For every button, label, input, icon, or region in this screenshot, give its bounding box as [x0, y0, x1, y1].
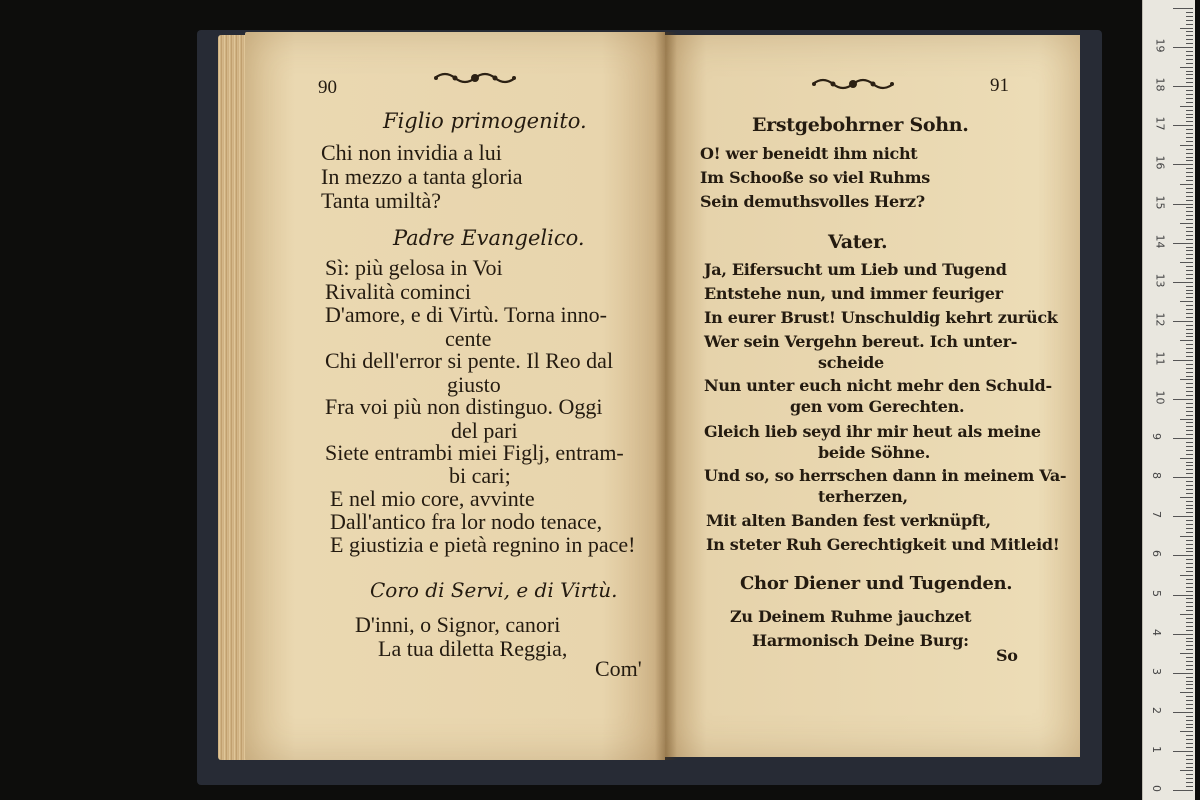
right-line: Ja, Eifersucht um Lieb und Tugend	[704, 260, 1007, 279]
ruler-tick	[1186, 176, 1193, 177]
ruler-tick	[1180, 145, 1193, 146]
ruler-label: 6	[1150, 550, 1163, 558]
ruler-tick	[1186, 763, 1193, 764]
ruler-tick	[1186, 415, 1193, 416]
ruler-tick	[1186, 661, 1193, 662]
ruler-tick	[1186, 51, 1193, 52]
left-line: Rivalità cominci	[325, 279, 472, 304]
ruler-tick	[1186, 489, 1193, 490]
ruler-tick	[1180, 262, 1193, 263]
ruler-tick	[1186, 688, 1193, 689]
ruler-tick	[1186, 129, 1193, 130]
ruler-tick	[1186, 454, 1193, 455]
ruler-tick	[1180, 340, 1193, 341]
ruler-tick	[1173, 595, 1193, 596]
ruler-tick	[1186, 446, 1193, 447]
right-heading-3: Chor Diener und Tugenden.	[740, 573, 1013, 594]
ruler-tick	[1186, 278, 1193, 279]
left-line: La tua diletta Reggia,	[378, 636, 568, 661]
measurement-ruler	[1142, 0, 1195, 800]
ruler-tick	[1180, 67, 1193, 68]
ruler-tick	[1186, 55, 1193, 56]
ruler-tick	[1186, 618, 1193, 619]
ruler-tick	[1173, 712, 1193, 713]
ruler-tick	[1186, 540, 1193, 541]
ruler-tick	[1186, 716, 1193, 717]
ruler-tick	[1186, 708, 1193, 709]
ruler-tick	[1186, 305, 1193, 306]
ruler-tick	[1186, 114, 1193, 115]
ruler-tick	[1186, 422, 1193, 423]
ruler-tick	[1173, 438, 1193, 439]
ruler-tick	[1186, 430, 1193, 431]
ruler-tick	[1186, 231, 1193, 232]
ruler-tick	[1186, 677, 1193, 678]
right-heading-2: Vater.	[828, 231, 888, 253]
ruler-tick	[1186, 258, 1193, 259]
ruler-tick	[1186, 548, 1193, 549]
ruler-tick	[1186, 704, 1193, 705]
left-line: del pari	[451, 418, 518, 443]
ruler-tick	[1186, 638, 1193, 639]
ruler-tick	[1186, 352, 1193, 353]
right-line: Entstehe nun, und immer feuriger	[704, 284, 1003, 303]
ruler-tick	[1173, 399, 1193, 400]
ruler-tick	[1186, 434, 1193, 435]
ruler-tick	[1186, 160, 1193, 161]
ruler-label: 8	[1150, 472, 1163, 480]
ruler-tick	[1186, 759, 1193, 760]
ruler-tick	[1186, 200, 1193, 201]
ruler-tick	[1186, 12, 1193, 13]
right-line: In steter Ruh Gerechtigkeit und Mitleid!	[706, 535, 1060, 554]
ruler-tick	[1186, 90, 1193, 91]
ruler-tick	[1186, 102, 1193, 103]
right-line: beide Söhne.	[818, 443, 931, 462]
left-line: Fra voi più non distinguo. Oggi	[325, 394, 603, 419]
ruler-tick	[1186, 157, 1193, 158]
right-line: gen vom Gerechten.	[790, 397, 965, 416]
ruler-tick	[1186, 630, 1193, 631]
right-catchword: So	[996, 646, 1018, 665]
ruler-tick	[1180, 458, 1193, 459]
ruler-tick	[1186, 71, 1193, 72]
ruler-tick	[1186, 462, 1193, 463]
left-line: E nel mio core, avvinte	[330, 486, 535, 511]
ruler-label: 19	[1153, 38, 1167, 53]
ruler-label: 3	[1150, 667, 1163, 675]
ruler-tick	[1180, 731, 1193, 732]
ruler-tick	[1186, 98, 1193, 99]
ruler-tick	[1173, 86, 1193, 87]
ruler-tick	[1186, 20, 1193, 21]
ruler-tick	[1186, 669, 1193, 670]
ruler-tick	[1186, 43, 1193, 44]
ruler-tick	[1186, 563, 1193, 564]
ruler-tick	[1173, 516, 1193, 517]
ruler-tick	[1186, 755, 1193, 756]
ruler-tick	[1186, 78, 1193, 79]
ruler-tick	[1186, 313, 1193, 314]
ruler-tick	[1173, 47, 1193, 48]
ruler-tick	[1186, 450, 1193, 451]
ruler-tick	[1186, 508, 1193, 509]
ruler-tick	[1180, 419, 1193, 420]
right-line: Nun unter euch nicht mehr den Schuld-	[704, 376, 1052, 395]
ruler-tick	[1186, 286, 1193, 287]
ruler-label: 14	[1153, 234, 1167, 249]
ruler-tick	[1186, 426, 1193, 427]
ruler-tick	[1186, 153, 1193, 154]
ruler-tick	[1186, 403, 1193, 404]
ruler-tick	[1186, 180, 1193, 181]
ruler-tick	[1186, 293, 1193, 294]
ruler-tick	[1186, 63, 1193, 64]
ruler-tick	[1186, 74, 1193, 75]
ruler-tick	[1180, 692, 1193, 693]
ruler-tick	[1186, 724, 1193, 725]
ruler-tick	[1186, 583, 1193, 584]
ruler-label: 2	[1150, 706, 1163, 714]
ruler-tick	[1173, 634, 1193, 635]
right-line: Und so, so herrschen dann in meinem Va-	[704, 466, 1067, 485]
left-catchword: Com'	[595, 656, 642, 681]
ruler-tick	[1186, 587, 1193, 588]
right-line: Sein demuthsvolles Herz?	[700, 192, 925, 211]
ruler-tick	[1180, 301, 1193, 302]
ruler-tick	[1186, 645, 1193, 646]
ruler-label: 9	[1150, 433, 1163, 441]
left-line: bi cari;	[449, 463, 511, 488]
ruler-tick	[1186, 591, 1193, 592]
left-line: D'amore, e di Virtù. Torna inno-	[325, 302, 607, 327]
ruler-tick	[1186, 665, 1193, 666]
ruler-tick	[1186, 219, 1193, 220]
ruler-tick	[1186, 727, 1193, 728]
ruler-tick	[1186, 567, 1193, 568]
ruler-tick	[1186, 188, 1193, 189]
ruler-tick	[1186, 411, 1193, 412]
ruler-tick	[1186, 407, 1193, 408]
ruler-tick	[1186, 501, 1193, 502]
ruler-tick	[1186, 524, 1193, 525]
right-line: Wer sein Vergehn bereut. Ich unter-	[704, 332, 1018, 351]
ruler-tick	[1186, 364, 1193, 365]
left-page-number: 90	[318, 77, 337, 98]
ruler-tick	[1186, 254, 1193, 255]
ruler-label: 15	[1153, 195, 1167, 209]
ruler-tick	[1186, 16, 1193, 17]
ruler-tick	[1186, 610, 1193, 611]
right-line: Im Schooße so viel Ruhms	[700, 168, 930, 187]
ruler-tick	[1186, 329, 1193, 330]
ruler-tick	[1186, 149, 1193, 150]
left-line: D'inni, o Signor, canori	[355, 612, 561, 637]
ruler-tick	[1180, 106, 1193, 107]
left-line: In mezzo a tanta gloria	[321, 164, 523, 189]
ruler-tick	[1186, 270, 1193, 271]
ruler-tick	[1186, 372, 1193, 373]
ruler-tick	[1173, 360, 1193, 361]
ruler-tick	[1186, 505, 1193, 506]
ruler-tick	[1186, 622, 1193, 623]
ruler-tick	[1173, 164, 1193, 165]
ruler-tick	[1186, 442, 1193, 443]
ruler-label: 4	[1150, 628, 1163, 636]
left-heading-1: Figlio primogenito.	[383, 109, 587, 133]
ruler-tick	[1186, 782, 1193, 783]
ruler-tick	[1186, 121, 1193, 122]
ruler-tick	[1186, 215, 1193, 216]
ruler-tick	[1186, 571, 1193, 572]
ruler-label: 17	[1153, 116, 1167, 131]
ruler-tick	[1186, 743, 1193, 744]
ruler-tick	[1186, 720, 1193, 721]
ruler-tick	[1180, 536, 1193, 537]
ruler-tick	[1186, 227, 1193, 228]
ruler-tick	[1180, 184, 1193, 185]
right-heading-1: Erstgebohrner Sohn.	[752, 114, 969, 136]
left-heading-2: Padre Evangelico.	[393, 226, 585, 250]
ruler-tick	[1186, 739, 1193, 740]
ruler-tick	[1173, 8, 1193, 9]
ruler-tick	[1186, 141, 1193, 142]
ruler-tick	[1186, 168, 1193, 169]
ruler-tick	[1173, 477, 1193, 478]
ruler-tick	[1173, 673, 1193, 674]
ruler-tick	[1180, 379, 1193, 380]
ruler-tick	[1186, 485, 1193, 486]
ruler-tick	[1186, 559, 1193, 560]
ruler-tick	[1186, 207, 1193, 208]
right-header-ornament-icon	[808, 74, 898, 94]
ruler-tick	[1186, 211, 1193, 212]
ruler-label: 0	[1150, 785, 1163, 792]
ruler-tick	[1186, 250, 1193, 251]
left-line: Sì: più gelosa in Voi	[325, 255, 503, 280]
ruler-tick	[1186, 297, 1193, 298]
ruler-label: 1	[1150, 745, 1163, 753]
ruler-tick	[1186, 348, 1193, 349]
ruler-tick	[1186, 325, 1193, 326]
right-line: Zu Deinem Ruhme jauchzet	[730, 607, 972, 626]
ruler-tick	[1186, 192, 1193, 193]
left-heading-3: Coro di Servi, e di Virtù.	[370, 578, 618, 602]
ruler-tick	[1186, 110, 1193, 111]
ruler-tick	[1173, 243, 1193, 244]
ruler-tick	[1186, 274, 1193, 275]
ruler-tick	[1173, 321, 1193, 322]
ruler-tick	[1180, 653, 1193, 654]
ruler-tick	[1186, 481, 1193, 482]
ruler-tick	[1186, 247, 1193, 248]
ruler-tick	[1186, 133, 1193, 134]
left-line: giusto	[447, 372, 501, 397]
right-line: Gleich lieb seyd ihr mir heut als meine	[704, 422, 1041, 441]
ruler-tick	[1186, 239, 1193, 240]
ruler-tick	[1186, 391, 1193, 392]
ruler-tick	[1186, 657, 1193, 658]
ruler-tick	[1186, 786, 1193, 787]
ruler-tick	[1186, 333, 1193, 334]
ruler-tick	[1186, 735, 1193, 736]
ruler-tick	[1186, 512, 1193, 513]
left-line: cente	[445, 326, 492, 351]
left-line: E giustizia e pietà regnino in pace!	[330, 532, 636, 557]
ruler-tick	[1186, 606, 1193, 607]
ruler-tick	[1186, 649, 1193, 650]
ruler-tick	[1186, 778, 1193, 779]
ruler-tick	[1186, 602, 1193, 603]
ruler-tick	[1186, 681, 1193, 682]
ruler-tick	[1186, 137, 1193, 138]
left-line: Chi dell'error si pente. Il Reo dal	[325, 348, 614, 373]
ruler-tick	[1186, 356, 1193, 357]
ruler-tick	[1173, 751, 1193, 752]
ruler-tick	[1173, 204, 1193, 205]
ruler-tick	[1186, 579, 1193, 580]
ruler-tick	[1186, 700, 1193, 701]
ruler-tick	[1180, 497, 1193, 498]
ruler-label: 7	[1150, 511, 1163, 519]
ruler-tick	[1173, 125, 1193, 126]
ruler-label: 12	[1153, 312, 1167, 327]
ruler-tick	[1186, 641, 1193, 642]
ruler-tick	[1173, 555, 1193, 556]
ruler-tick	[1186, 747, 1193, 748]
ruler-label: 13	[1153, 273, 1167, 288]
ruler-label: 16	[1153, 155, 1167, 170]
ruler-tick	[1186, 395, 1193, 396]
book-gutter	[655, 32, 677, 760]
ruler-tick	[1186, 344, 1193, 345]
ruler-tick	[1173, 790, 1193, 791]
ruler-tick	[1186, 376, 1193, 377]
ruler-tick	[1186, 94, 1193, 95]
ruler-tick	[1186, 696, 1193, 697]
right-line: scheide	[818, 353, 884, 372]
ruler-tick	[1180, 770, 1193, 771]
right-line: O! wer beneidt ihm nicht	[700, 144, 918, 163]
ruler-tick	[1180, 614, 1193, 615]
ruler-tick	[1180, 28, 1193, 29]
ruler-tick	[1186, 774, 1193, 775]
right-line: terherzen,	[818, 487, 908, 506]
ruler-label: 11	[1153, 351, 1167, 366]
right-line: Harmonisch Deine Burg:	[752, 631, 969, 650]
ruler-tick	[1186, 383, 1193, 384]
ruler-tick	[1186, 117, 1193, 118]
ruler-tick	[1186, 336, 1193, 337]
ruler-tick	[1186, 551, 1193, 552]
ruler-tick	[1180, 223, 1193, 224]
ruler-tick	[1186, 544, 1193, 545]
left-line: Tanta umiltà?	[321, 188, 442, 213]
ruler-tick	[1186, 473, 1193, 474]
ruler-tick	[1186, 684, 1193, 685]
left-line: Dall'antico fra lor nodo tenace,	[330, 509, 603, 534]
ruler-label: 5	[1150, 589, 1163, 597]
ruler-tick	[1186, 59, 1193, 60]
left-header-ornament-icon	[430, 68, 520, 88]
ruler-tick	[1186, 235, 1193, 236]
right-page-number: 91	[990, 75, 1009, 96]
ruler-tick	[1186, 469, 1193, 470]
ruler-tick	[1186, 387, 1193, 388]
ruler-tick	[1186, 520, 1193, 521]
ruler-tick	[1186, 532, 1193, 533]
ruler-tick	[1186, 31, 1193, 32]
ruler-tick	[1186, 39, 1193, 40]
ruler-label: 18	[1153, 77, 1167, 92]
ruler-tick	[1186, 290, 1193, 291]
ruler-tick	[1186, 493, 1193, 494]
ruler-tick	[1186, 465, 1193, 466]
left-line: Chi non invidia a lui	[321, 140, 502, 165]
right-line: Mit alten Banden fest verknüpft,	[706, 511, 991, 530]
right-line: In eurer Brust! Unschuldig kehrt zurück	[704, 308, 1058, 327]
ruler-tick	[1186, 767, 1193, 768]
ruler-tick	[1173, 282, 1193, 283]
ruler-tick	[1186, 528, 1193, 529]
ruler-tick	[1186, 82, 1193, 83]
ruler-tick	[1186, 172, 1193, 173]
ruler-tick	[1186, 35, 1193, 36]
ruler-tick	[1186, 309, 1193, 310]
ruler-tick	[1186, 626, 1193, 627]
ruler-label: 10	[1153, 390, 1167, 405]
ruler-tick	[1186, 368, 1193, 369]
ruler-tick	[1186, 317, 1193, 318]
left-line: Siete entrambi miei Figlj, entram-	[325, 440, 624, 465]
ruler-tick	[1186, 196, 1193, 197]
ruler-tick	[1186, 266, 1193, 267]
ruler-tick	[1186, 24, 1193, 25]
ruler-tick	[1186, 598, 1193, 599]
ruler-tick	[1180, 575, 1193, 576]
